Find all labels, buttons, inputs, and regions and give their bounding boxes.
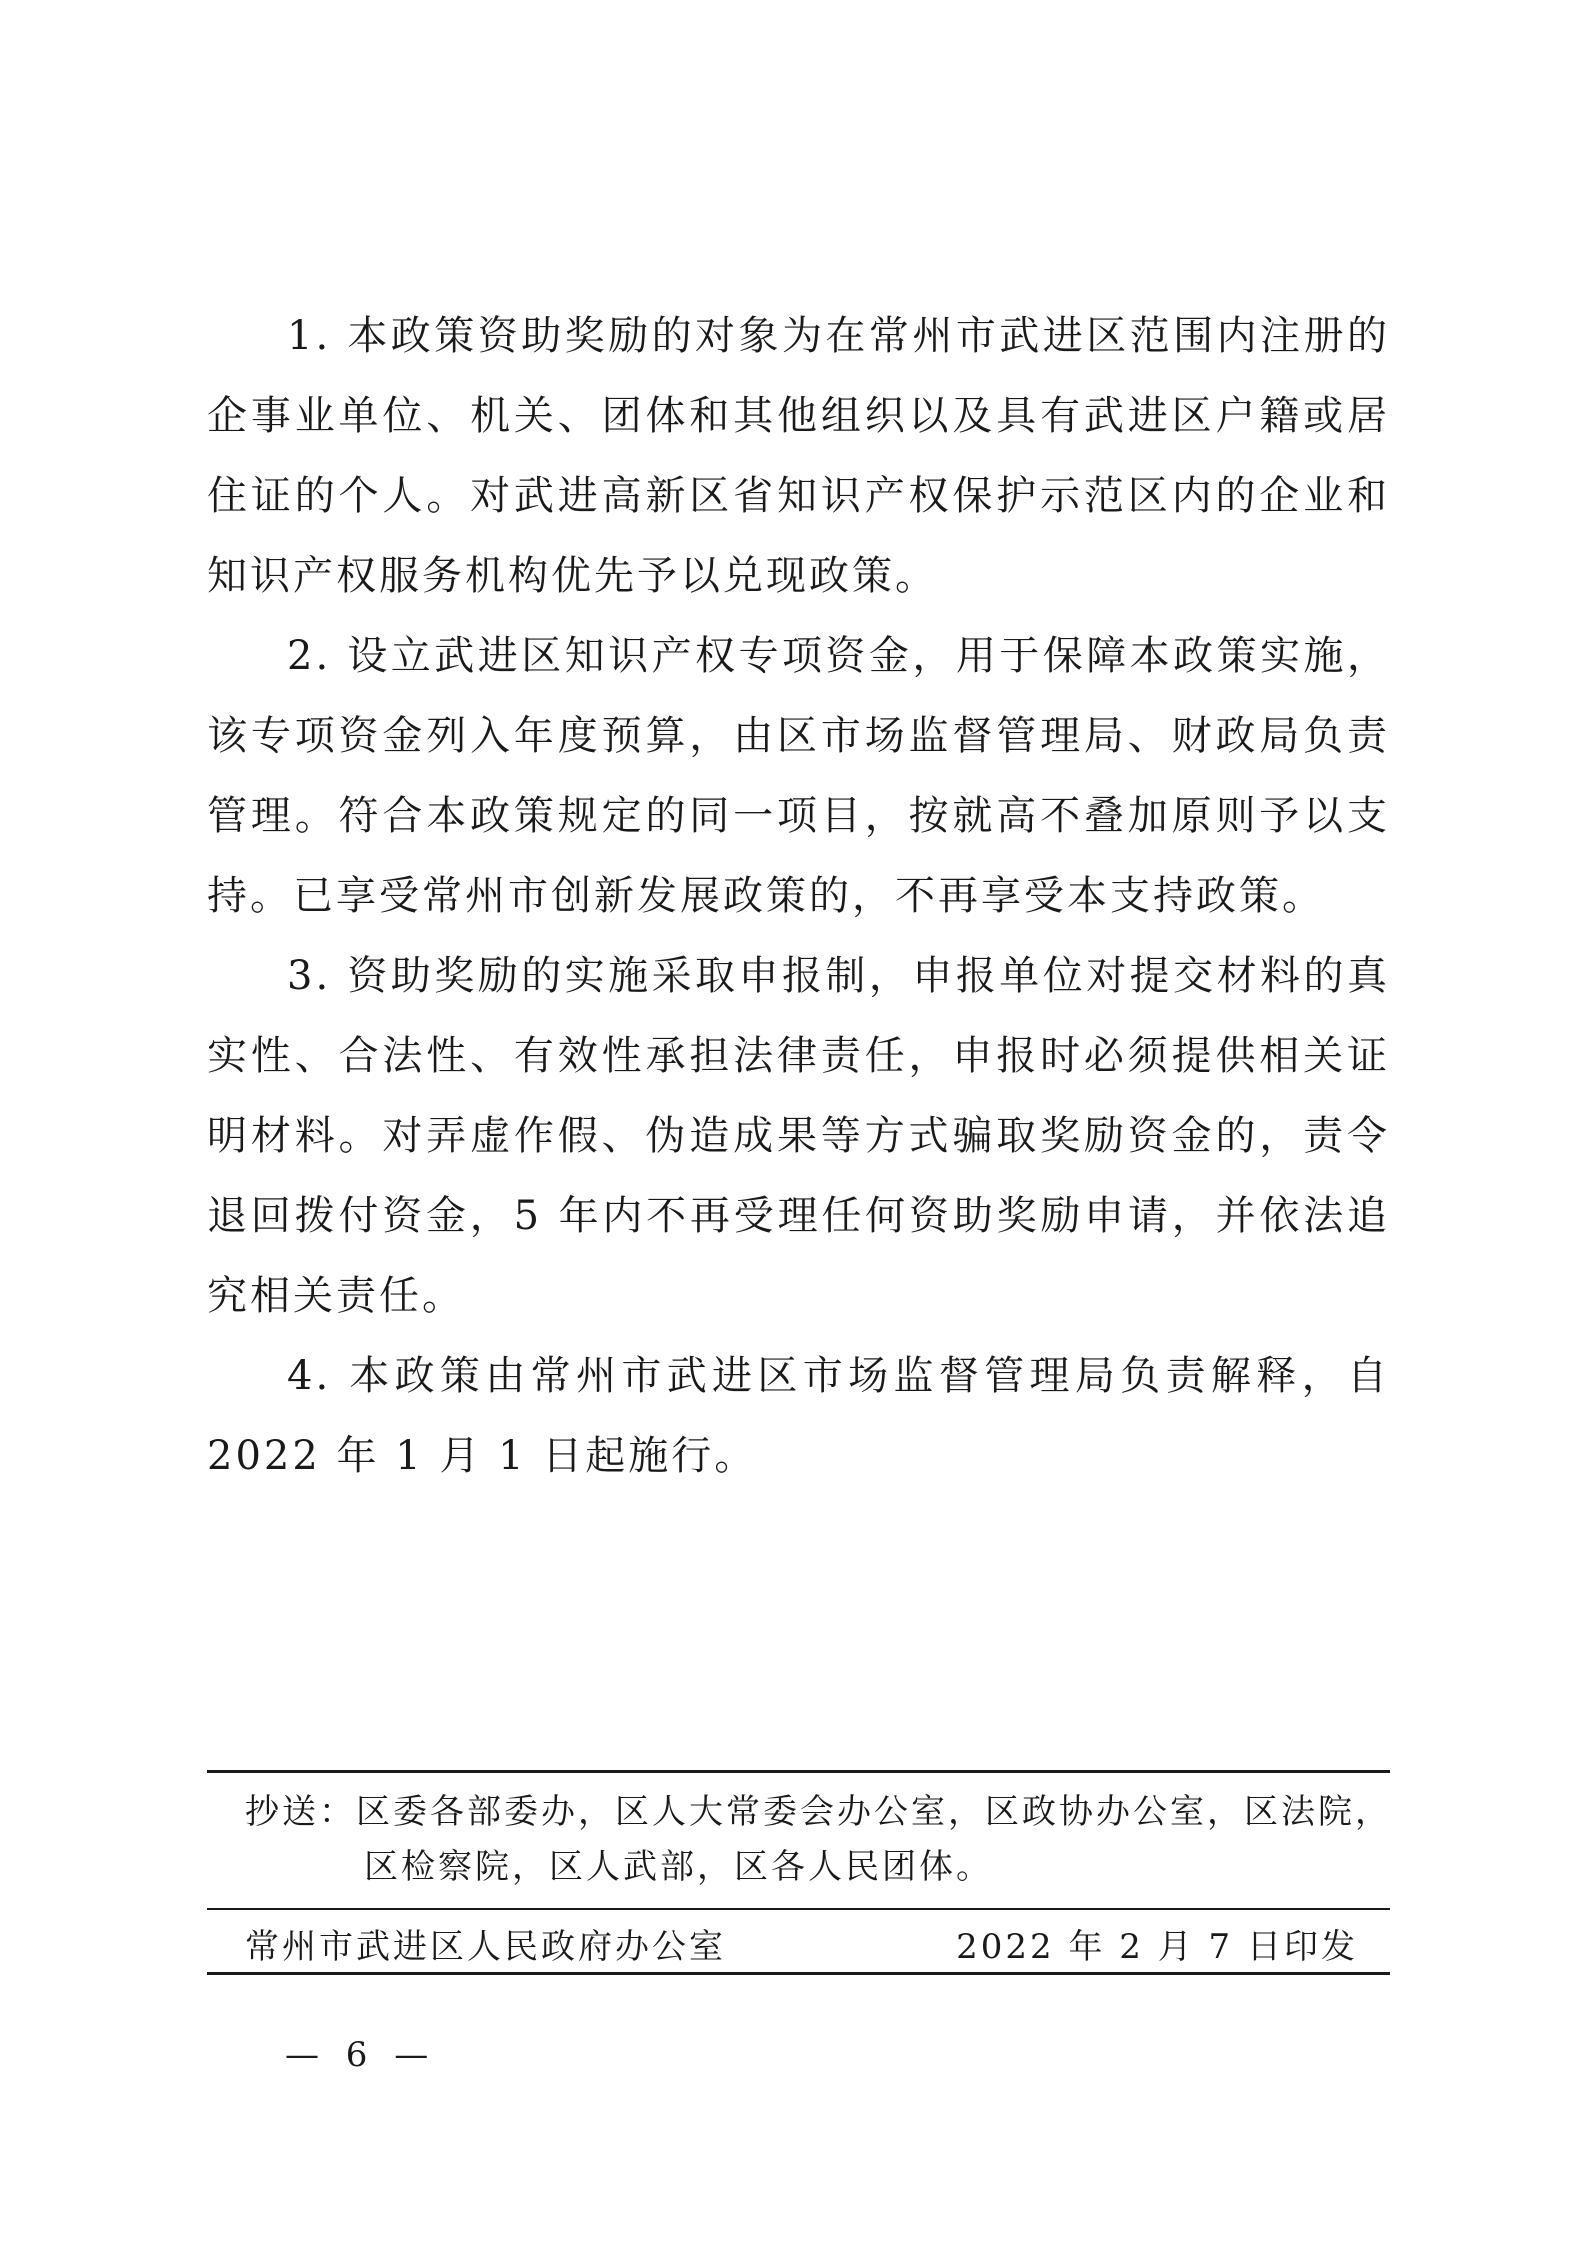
cc-line-1: 抄送：区委各部委办，区人大常委会办公室，区政协办公室，区法院，: [245, 1792, 1392, 1832]
paragraph-3: 3. 资助奖励的实施采取申报制，申报单位对提交材料的真实性、合法性、有效性承担法律责任，申报时必须提供相关证明材料。对弄虚作假、伪造成果等方式骗取奖励资金的，责令退回拨付资金，5 年内不再受理任何资助奖励申请，并依法追究相关责任。: [207, 953, 1390, 1319]
cc-block: [245, 1785, 1395, 1895]
footer-top-rule: [207, 1770, 1390, 1773]
footer-middle-rule: [207, 1908, 1390, 1910]
issuer-name: 常州市武进区人民政府办公室: [245, 1927, 726, 1967]
page-number: — 6 —: [285, 2035, 437, 2075]
issue-date: 2022 年 2 月 7 日印发: [956, 1927, 1358, 1967]
cc-line-2: 区检察院，区人武部，区各人民团体。: [364, 1847, 993, 1887]
document-body: [207, 296, 1390, 1496]
paragraph-4: 4. 本政策由常州市武进区市场监督管理局负责解释，自 2022 年 1 月 1 日起施行。: [207, 1353, 1390, 1479]
footer-bottom-rule: [207, 1972, 1390, 1975]
paragraph-1: 1. 本政策资助奖励的对象为在常州市武进区范围内注册的企事业单位、机关、团体和其他组织以及具有武进区户籍或居住证的个人。对武进高新区省知识产权保护示范区内的企业和知识产权服务机构优先予以兑现政策。: [207, 313, 1390, 599]
paragraph-2: 2. 设立武进区知识产权专项资金，用于保障本政策实施，该专项资金列入年度预算，由区市场监督管理局、财政局负责管理。符合本政策规定的同一项目，按就高不叠加原则予以支持。已享受常州市创新发展政策的，不再享受本支持政策。: [207, 633, 1390, 919]
issuer-row: [245, 1922, 1358, 1972]
